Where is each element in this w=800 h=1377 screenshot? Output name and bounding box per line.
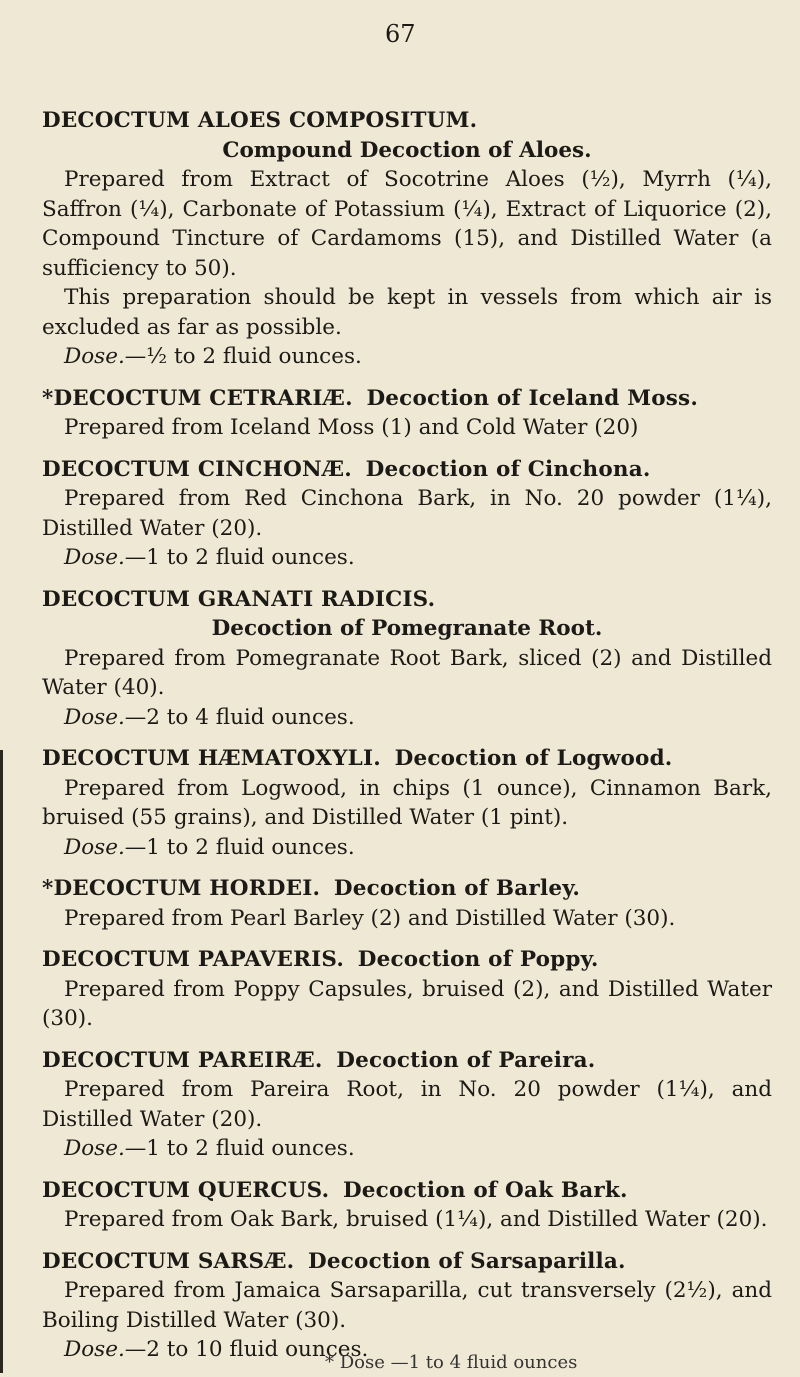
entry-latin-title: *DECOCTUM CETRARIÆ. [42, 385, 353, 411]
entry-preparation: Prepared from Oak Bark, bruised (1¼), and Distilled Water (20). [64, 1207, 768, 1232]
entry-english-title: Decoction of Oak Bark. [342, 1177, 628, 1203]
entry-decoctum-hordei [42, 874, 772, 933]
entry-latin-title: DECOCTUM SARSÆ. [42, 1248, 295, 1274]
entry-english-title: Decoction of Cinchona. [365, 456, 651, 482]
entry-latin-title: DECOCTUM GRANATI RADICIS. [42, 586, 436, 612]
entry-latin-title: DECOCTUM QUERCUS. [42, 1177, 330, 1203]
entry-preparation: Prepared from Extract of Socotrine Aloes (½), Myrrh (¼), Saffron (¼), Carbonate of Potassium (¼), Extract of Liquorice (2), Compound Tincture of Cardamoms (15), and Distilled Water (a sufficiency to 50). [42, 167, 772, 281]
entry-decoctum-cinchonae [42, 455, 772, 573]
entry-latin-title: DECOCTUM CINCHONÆ. [42, 456, 352, 482]
entry-latin-title: DECOCTUM ALOES COMPOSITUM. [42, 108, 478, 133]
entry-english-title: Decoction of Pomegranate Root. [211, 616, 603, 641]
entry-english-title: Decoction of Iceland Moss. [366, 385, 699, 411]
entry-english-title: Decoction of Sarsaparilla. [308, 1248, 626, 1274]
entry-preparation: Prepared from Logwood, in chips (1 ounce), Cinnamon Bark, bruised (55 grains), and Distilled Water (1 pint). [42, 775, 772, 830]
entry-english-title: Decoction of Poppy. [357, 947, 599, 972]
page-number: 67 [385, 20, 416, 48]
entry-dose: Dose.—1 to 2 fluid ounces. [64, 834, 355, 860]
entry-english-title: Decoction of Logwood. [394, 746, 673, 771]
entry-preparation: Prepared from Pearl Barley (2) and Distilled Water (30). [64, 905, 676, 931]
entry-dose: Dose.—1 to 2 fluid ounces. [64, 1136, 355, 1161]
page-edge-rule [0, 750, 3, 1373]
entry-preparation: Prepared from Red Cinchona Bark, in No. 20 powder (1¼), Distilled Water (20). [42, 486, 772, 541]
entry-decoctum-haematoxyli [42, 744, 772, 862]
entry-english-title: Decoction of Barley. [333, 876, 581, 901]
entry-decoctum-granati [42, 585, 772, 733]
entry-latin-title: *DECOCTUM HORDEI. [42, 876, 321, 901]
entry-english-title: Compound Decoction of Aloes. [222, 137, 592, 163]
entry-preparation: Prepared from Pomegranate Root Bark, sliced (2) and Distilled Water (40). [42, 645, 772, 700]
entry-preparation: Prepared from Jamaica Sarsaparilla, cut transversely (2½), and Boiling Distilled Water (30). [42, 1278, 772, 1333]
entry-decoctum-quercus [42, 1176, 772, 1235]
entry-decoctum-aloes [42, 106, 772, 372]
entry-dose: Dose.—½ to 2 fluid ounces. [64, 344, 362, 369]
entry-decoctum-sarsae [42, 1247, 772, 1365]
entry-decoctum-pareirae [42, 1046, 772, 1164]
entry-latin-title: DECOCTUM PAPAVERIS. [42, 947, 345, 972]
entry-dose: Dose.—1 to 2 fluid ounces. [64, 545, 355, 570]
entry-preparation: Prepared from Poppy Capsules, bruised (2), and Distilled Water (30). [42, 976, 772, 1031]
entry-dose: Dose.—2 to 4 fluid ounces. [64, 704, 355, 730]
entry-preparation: Prepared from Iceland Moss (1) and Cold Water (20) [64, 415, 639, 440]
entry-latin-title: DECOCTUM PAREIRÆ. [42, 1047, 323, 1073]
entry-decoctum-papaveris [42, 945, 772, 1034]
footnote: * Dose —1 to 4 fluid ounces [325, 1352, 578, 1373]
document-body [42, 106, 772, 1377]
entry-decoctum-cetrariae [42, 384, 772, 443]
entry-latin-title: DECOCTUM HÆMATOXYLI. [42, 746, 381, 771]
entry-english-title: Decoction of Pareira. [336, 1047, 596, 1073]
entry-preparation: Prepared from Pareira Root, in No. 20 powder (1¼), and Distilled Water (20). [42, 1077, 772, 1132]
entry-dose: Dose.—2 to 10 fluid ounces. [64, 1337, 369, 1362]
entry-note: This preparation should be kept in vessels from which air is excluded as far as possible. [42, 285, 772, 340]
